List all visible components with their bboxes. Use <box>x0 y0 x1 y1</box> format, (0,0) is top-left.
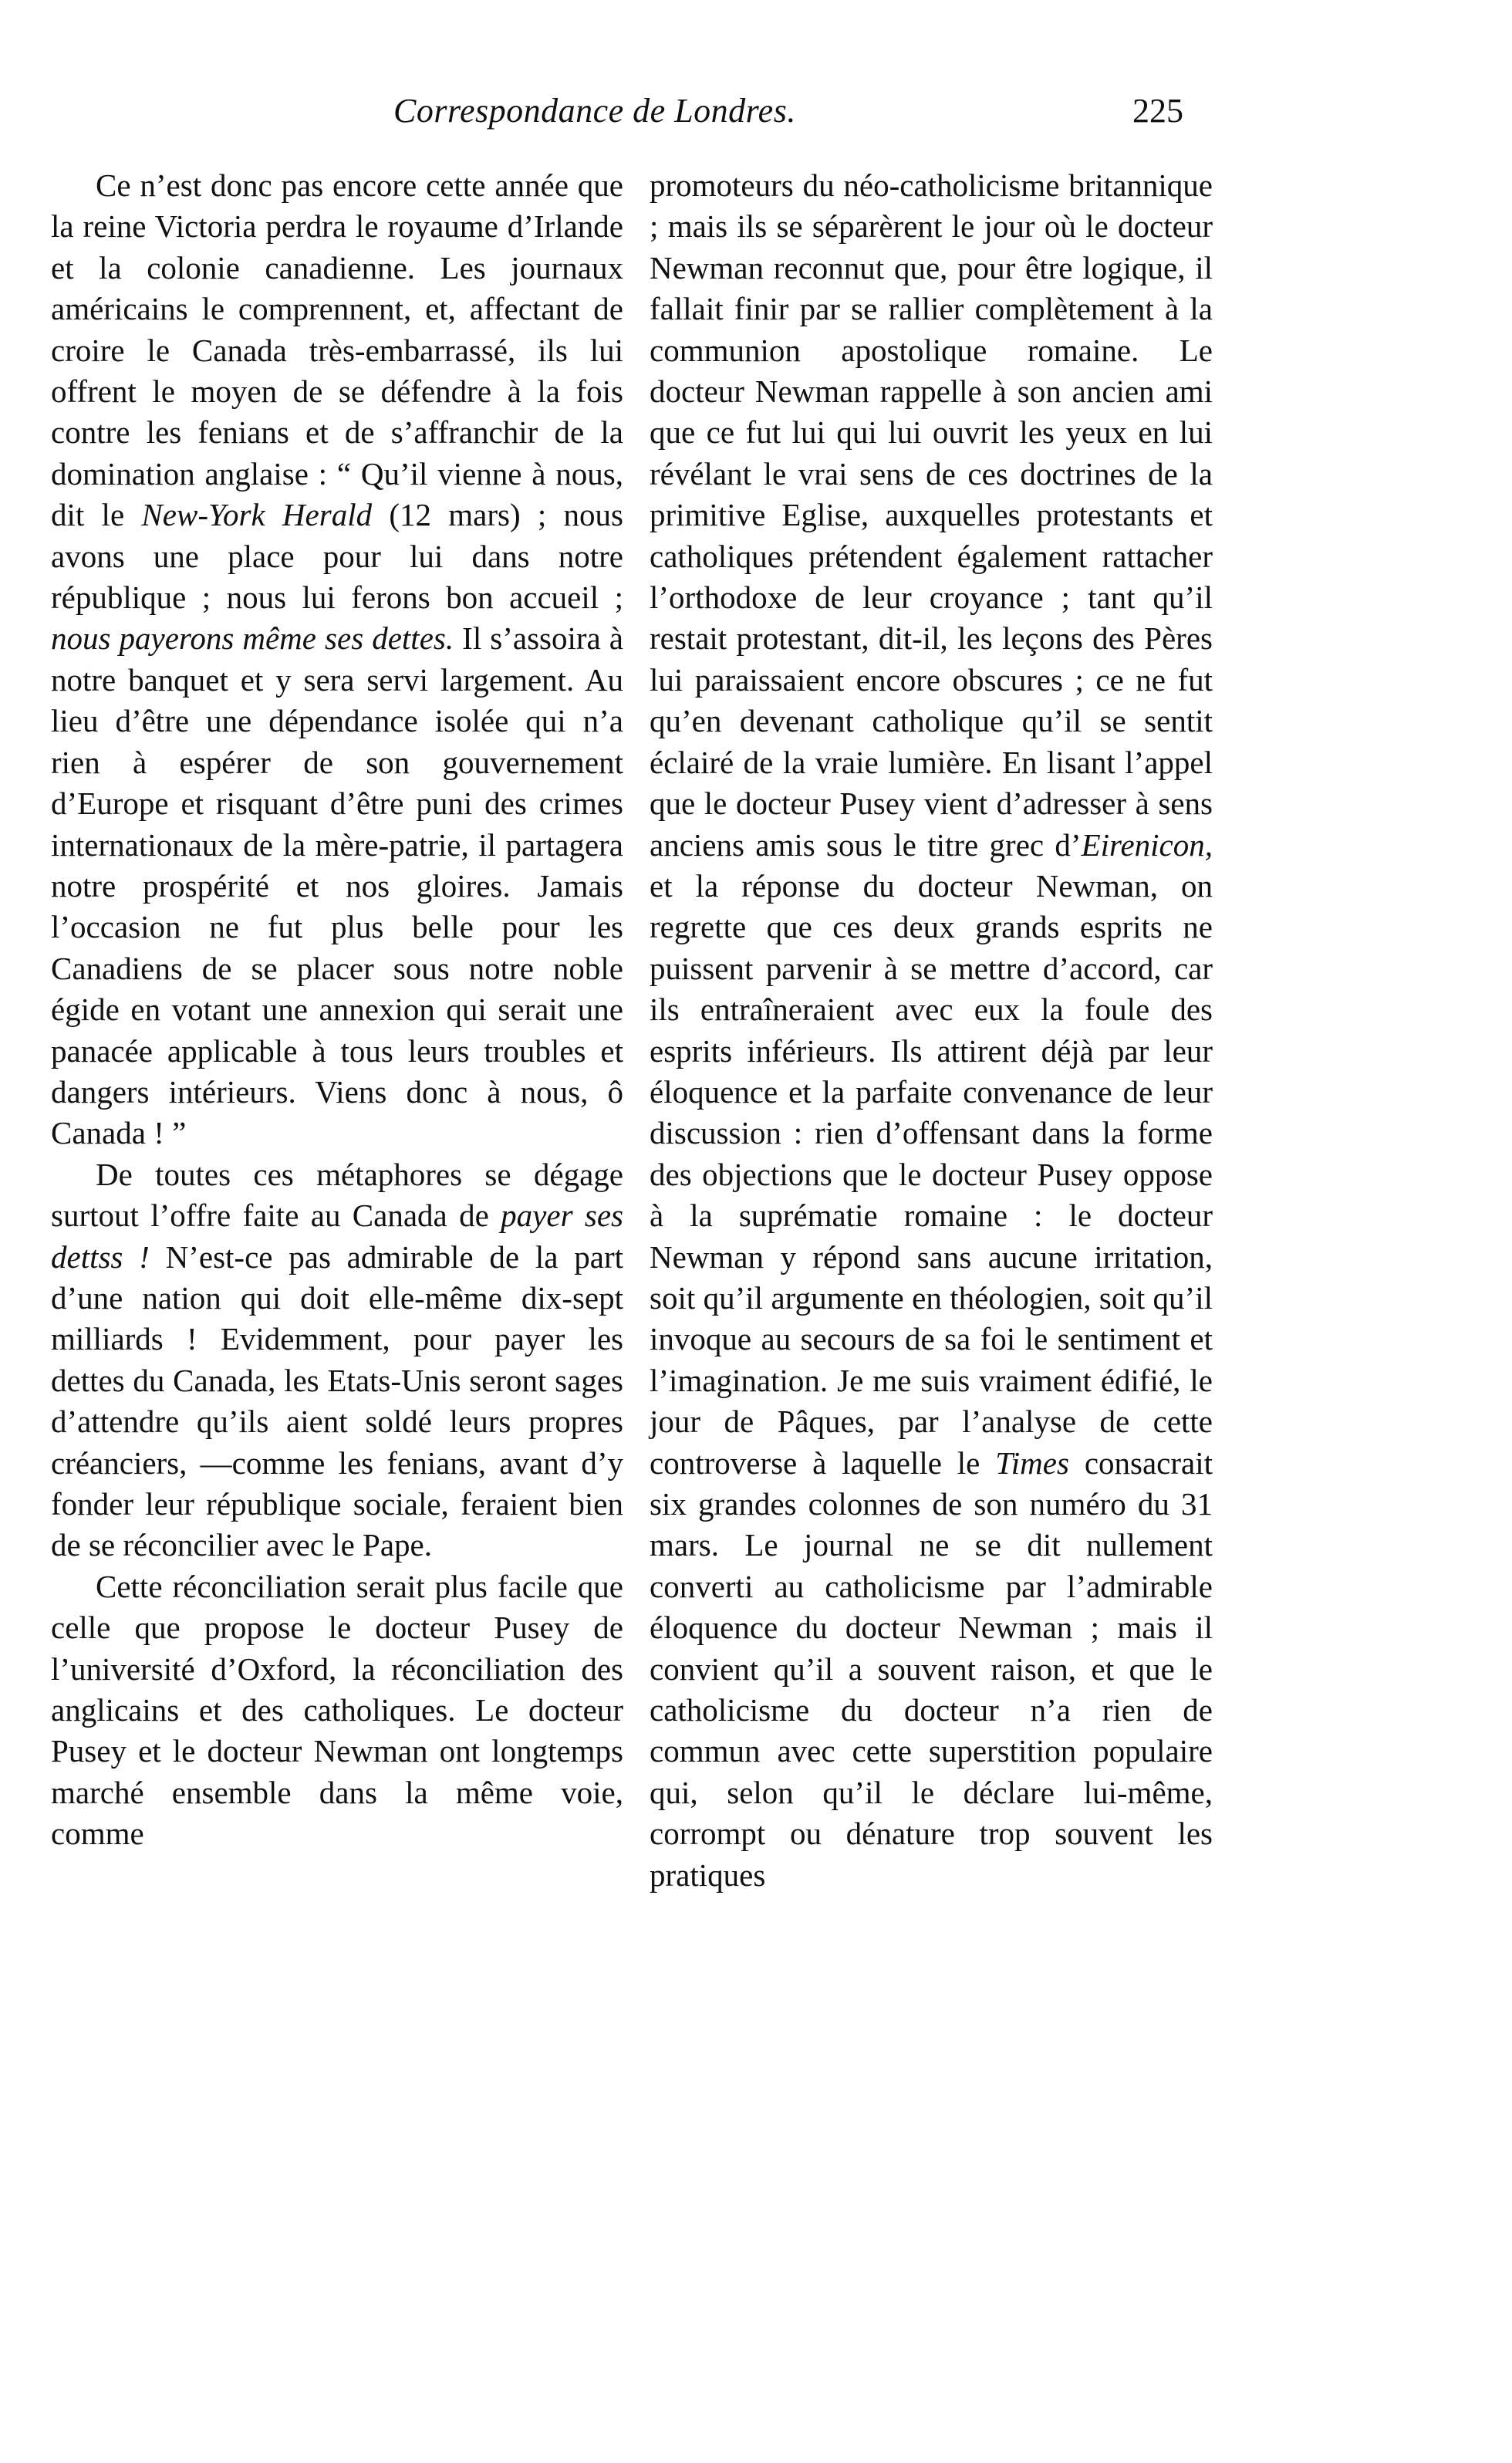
right-column <box>650 165 1213 1896</box>
italic-quote: nous payerons même ses dettes. <box>51 620 454 657</box>
italic-newspaper-title: New-York Herald <box>141 497 373 533</box>
text-run: Ce n’est donc pas encore cette année que la reine Victoria perdra le royaume d’Irlande et la colonie canadienne. Les journaux américains le comprennent, et, affectant de croire le Canada très-embarrassé, ils lui offrent le moyen de se défendre à la fois contre les fenians et de s’affranchir de la domination anglaise : “ Qu’il vienne à nous, dit le <box>51 167 623 533</box>
text-run: consacrait six grandes colonnes de son numéro du 31 mars. Le journal ne se dit nullement converti au catholicisme par l’admirable éloquence du docteur Newman ; mais il convient qu’il a souvent raison, et que le catholicisme du docteur n’a rien de commun avec cette superstition populaire qui, selon qu’il le déclare lui-même, corrompt ou dénature trop souvent les pratiques <box>650 1444 1213 1893</box>
text-run: et la réponse du docteur Newman, on regrette que ces deux grands esprits ne puissent parvenir à se mettre d’accord, car ils entraîneraient avec eux la foule des esprits inférieurs. Ils attirent déjà par leur éloquence et la parfaite convenance de leur discussion : rien d’offensant dans la forme des objections que le docteur Pusey oppose à la suprématie romaine : le docteur Newman y répond sans aucune irritation, soit qu’il argumente en théologien, soit qu’il invoque au secours de sa foi le sentiment et l’imagination. Je me suis vraiment édifié, le jour de Pâques, par l’analyse de cette controverse à laquelle le <box>650 867 1213 1481</box>
text-run: promoteurs du néo-catholicisme britannique ; mais ils se séparèrent le jour où le docteur Newman reconnut que, pour être logique, il fallait finir par se rallier complètement à la communion apostolique romaine. Le docteur Newman rappelle à son ancien ami que ce fut lui qui lui ouvrit les yeux en lui révélant le vrai sens de ces doctrines de la primitive Eglise, auxquelles protestants et catholiques prétendent également rattacher l’orthodoxe de leur croyance ; tant qu’il restait protestant, dit-il, les leçons des Pères lui paraissaient encore obscures ; ce ne fut qu’en devenant catholique qu’il se sentit éclairé de la vraie lumière. En lisant l’appel que le docteur Pusey vient d’adresser à sens anciens amis sous le titre grec d’ <box>650 167 1213 863</box>
italic-times: Times <box>995 1444 1069 1481</box>
paragraph-canada-annexion <box>51 165 623 1154</box>
paragraph-metaphores <box>51 1154 623 1566</box>
left-column <box>51 165 623 1855</box>
text-run: N’est-ce pas admirable de la part d’une nation qui doit elle-même dix-sept milliards ! Evidemment, pour payer les dettes du Canada, les Etats-Unis seront sages d’attendre qu’ils aient soldé leurs propres créanciers, —comme les fenians, avant d’y fonder leur république sociale, feraient bien de se réconcilier avec le Pape. <box>51 1238 623 1563</box>
italic-phrase: payer ses dettss ! <box>51 1198 623 1275</box>
text-run: De toutes ces métaphores se dégage surtout l’offre faite au Canada de <box>51 1156 623 1234</box>
text-run: Cette réconciliation serait plus facile que celle que propose le docteur Pusey de l’université d’Oxford, la réconciliation des anglicains et des catholiques. Le docteur Pusey et le docteur Newman ont longtemps marché ensemble dans la même voie, comme <box>51 1568 623 1852</box>
running-title: Correspondance de Londres. <box>393 92 796 130</box>
paragraph-newman-pusey <box>650 165 1213 1896</box>
italic-eirenicon: Eirenicon, <box>1081 826 1213 863</box>
paragraph-reconciliation <box>51 1566 623 1855</box>
page-number: 225 <box>1132 92 1183 130</box>
running-head <box>0 91 1512 145</box>
text-run: (12 mars) ; nous avons une place pour lui dans notre république ; nous lui ferons bon accueil ; <box>51 497 624 616</box>
text-run: Il s’assoira à notre banquet et y sera servi largement. Au lieu d’être une dépendance isolée qui n’a rien à espérer de son gouvernement d’Europe et risquant d’être puni des crimes internationaux de la mère-patrie, il partagera notre prospérité et nos gloires. Jamais l’occasion ne fut plus belle pour les Canadiens de se placer sous notre noble égide en votant une annexion qui serait une panacée applicable à tous leurs troubles et dangers intérieurs. Viens donc à nous, ô Canada ! ” <box>51 620 623 1151</box>
